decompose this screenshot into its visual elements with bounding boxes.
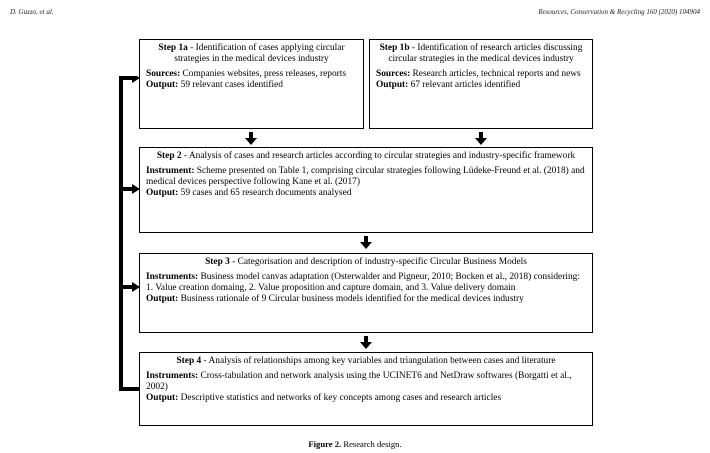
step-1b-output: Output: 67 relevant articles identified [376, 80, 521, 90]
step-1a-output: Output: 59 relevant cases identified [146, 80, 283, 90]
running-header-journal: Resources, Conservation & Recycling 160 (2020) 104904 [538, 8, 700, 16]
step-2-title: Step 2 - Analysis of cases and research articles according to circular strategies and industry-specific framework [156, 151, 576, 161]
arrow-down-icon [359, 236, 373, 249]
step-3-output: Output: Business rationale of 9 Circular business models identified for the medical devices industry [146, 294, 524, 304]
step-3-instruments: Instruments: Business model canvas adaptation (Osterwalder and Pigneur, 2010; Bocken et al., 2018) considering: 1. Value creation domaing, 2. Value proposition and capture domain, and 3. Value delivery domain [146, 272, 580, 293]
step-2-output: Output: 59 cases and 65 research documents analysed [146, 188, 352, 198]
running-header-authors: D. Guzzo, et al. [10, 8, 54, 16]
step-4-title: Step 4 - Analysis of relationships among key variables and triangulation between cases and literature [176, 356, 556, 366]
step-1b-title: Step 1b - Identification of research articles discussing circular strategies in the medical devices industry [379, 43, 583, 64]
step-4-instruments: Instruments: Cross-tabulation and network analysis using the UCINET6 and NetDraw softwares (Borgatti et al., 2002) [146, 371, 572, 392]
step-4-output: Output: Descriptive statistics and networks of key concepts among cases and research articles [146, 393, 502, 403]
step-1a-box [139, 39, 364, 129]
figure-caption: Figure 2. Research design. [308, 439, 402, 449]
step-1a-sources: Sources: Companies websites, press releases, reports [146, 69, 347, 79]
step-1b-box [369, 39, 593, 129]
arrow-down-icon [474, 132, 488, 145]
step-4-box [139, 352, 593, 426]
step-2-instrument: Instrument: Scheme presented on Table 1, comprising circular strategies following Lüdeke-Freund et al. (2018) and medical devices perspective following Kane et al. (2017) [146, 166, 585, 187]
step-3-box [139, 253, 593, 333]
arrow-down-icon [244, 132, 258, 145]
feedback-loop-connector [112, 76, 142, 391]
arrow-down-icon [359, 336, 373, 349]
step-1a-title: Step 1a - Identification of cases applying circular strategies in the medical devices industry [158, 43, 345, 64]
step-1b-sources: Sources: Research articles, technical reports and news [376, 69, 581, 79]
step-2-box [139, 147, 593, 233]
step-3-title: Step 3 - Categorisation and description of industry-specific Circular Business Models [205, 257, 527, 267]
